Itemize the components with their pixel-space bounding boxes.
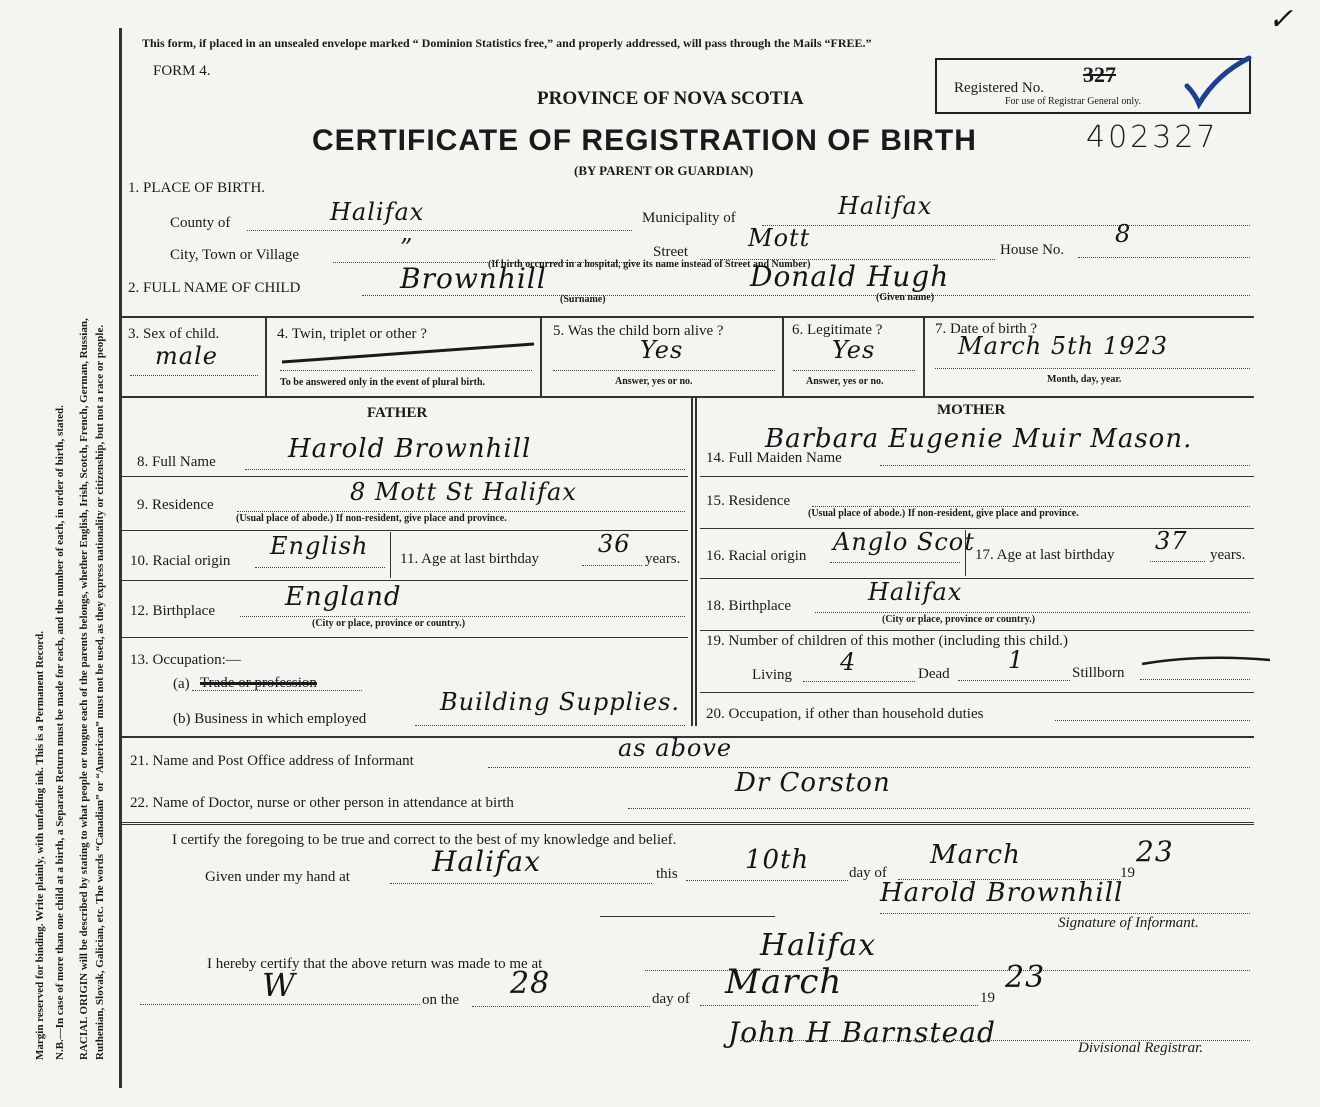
registered-value: 327 bbox=[1083, 62, 1116, 87]
father-business-line bbox=[415, 725, 685, 726]
dob-line bbox=[935, 368, 1250, 369]
registrar-year-value: 23 bbox=[1005, 960, 1046, 995]
margin-text-4: Ruthenian, Slovak, Galician, etc. The words “Canadian” or “American” must not be used, as they express nationality or citizenship, but not a race or people. bbox=[94, 324, 106, 1060]
father-name-label: 8. Full Name bbox=[137, 454, 216, 470]
father-business-label: (b) Business in which employed bbox=[173, 711, 367, 727]
father-occupation-label: 13. Occupation:— bbox=[130, 652, 241, 668]
living-line bbox=[803, 681, 915, 682]
dob-value: March 5th 1923 bbox=[958, 332, 1168, 360]
mother-birthplace-value: Halifax bbox=[868, 578, 963, 606]
mother-rule-4 bbox=[700, 630, 1254, 631]
surname-caption: (Surname) bbox=[560, 294, 606, 305]
given-label: Given under my hand at bbox=[205, 869, 350, 885]
legitimate-label: 6. Legitimate ? bbox=[792, 322, 883, 338]
dead-label: Dead bbox=[918, 666, 950, 682]
on-the-label: on the bbox=[422, 992, 460, 1008]
registrar-certify-text: I hereby certify that the above return was made to me at bbox=[207, 956, 543, 972]
father-race-divider bbox=[390, 532, 391, 578]
father-birthplace-line bbox=[240, 616, 685, 617]
row3-divider-3 bbox=[782, 316, 784, 396]
registrar-day-of-label: day of bbox=[652, 991, 690, 1007]
form-number: FORM 4. bbox=[153, 63, 211, 79]
hospital-note: (If birth occurred in a hospital, give its name instead of Street and Number) bbox=[488, 259, 811, 270]
child-name-label: 2. FULL NAME OF CHILD bbox=[128, 280, 301, 296]
father-name-value: Harold Brownhill bbox=[288, 434, 532, 464]
child-surname-value: Brownhill bbox=[400, 262, 547, 295]
mother-age-line bbox=[1150, 561, 1205, 562]
province-heading: PROVINCE OF NOVA SCOTIA bbox=[537, 88, 804, 109]
certificate-title: CERTIFICATE OF REGISTRATION OF BIRTH bbox=[312, 124, 977, 157]
year-prefix: 19 bbox=[1120, 865, 1135, 881]
legitimate-note: Answer, yes or no. bbox=[806, 376, 884, 387]
house-label: House No. bbox=[1000, 242, 1065, 258]
certification-top-rule bbox=[122, 822, 1254, 825]
father-residence-value: 8 Mott St Halifax bbox=[350, 478, 577, 506]
father-heading: FATHER bbox=[367, 405, 428, 421]
month-value: March bbox=[930, 840, 1021, 870]
father-name-line bbox=[245, 469, 685, 470]
row3-divider-2 bbox=[540, 316, 542, 396]
signature-caption: Signature of Informant. bbox=[1058, 915, 1199, 931]
informant-label: 21. Name and Post Office address of Informant bbox=[130, 753, 414, 769]
registrar-signature: John H Barnstead bbox=[728, 1016, 996, 1049]
child-name-line bbox=[362, 295, 1250, 296]
mother-occupation-label: 20. Occupation, if other than household duties bbox=[706, 706, 984, 722]
mailing-notice bbox=[142, 36, 872, 51]
margin-text-3: RACIAL ORIGIN will be described by stating to what people or tongue each of the parents belongs, whether English, Irish, Scotch, French, German, Russian, bbox=[78, 318, 90, 1060]
doctor-label: 22. Name of Doctor, nurse or other person in attendance at birth bbox=[130, 795, 514, 811]
living-value: 4 bbox=[840, 648, 857, 676]
father-business-value: Building Supplies. bbox=[440, 688, 681, 716]
registrar-initials: W bbox=[262, 966, 296, 1004]
father-age-value: 36 bbox=[598, 530, 631, 558]
row3-top-rule bbox=[122, 316, 1254, 318]
mother-age-years: years. bbox=[1210, 547, 1246, 563]
registrar-use-note: For use of Registrar General only. bbox=[1005, 96, 1141, 107]
father-rule-1 bbox=[122, 476, 688, 477]
mother-race-value: Anglo Scot bbox=[833, 528, 975, 556]
stillborn-label: Stillborn bbox=[1072, 665, 1125, 681]
mother-name-line bbox=[880, 465, 1250, 466]
father-rule-4 bbox=[122, 637, 688, 638]
given-place-value: Halifax bbox=[432, 845, 541, 878]
father-birthplace-note: (City or place, province or country.) bbox=[312, 618, 466, 629]
certificate-subtitle: (BY PARENT OR GUARDIAN) bbox=[574, 163, 754, 178]
mother-rule-1 bbox=[700, 476, 1254, 477]
this-label: this bbox=[656, 866, 678, 882]
registrar-place-value: Halifax bbox=[760, 928, 877, 963]
father-residence-note: (Usual place of abode.) If non-resident, give place and province. bbox=[236, 513, 507, 524]
house-line bbox=[1078, 257, 1250, 258]
day-line bbox=[686, 880, 848, 881]
municipality-label: Municipality of bbox=[642, 210, 736, 226]
city-label: City, Town or Village bbox=[170, 247, 300, 263]
twin-line bbox=[280, 370, 532, 371]
child-given-value: Donald Hugh bbox=[750, 260, 950, 293]
mother-birthplace-note: (City or place, province or country.) bbox=[882, 614, 1036, 625]
mother-name-label: 14. Full Maiden Name bbox=[706, 450, 842, 466]
city-value: ” bbox=[400, 234, 414, 262]
dead-value: 1 bbox=[1008, 646, 1025, 674]
mother-rule-3 bbox=[700, 578, 1254, 579]
mother-birthplace-line bbox=[815, 612, 1250, 613]
mother-residence-label: 15. Residence bbox=[706, 493, 791, 509]
alive-value: Yes bbox=[640, 336, 684, 364]
mailing-notice-text: This form, if placed in an unsealed envelope marked “ Dominion Statistics free,” and properly addressed, will pass through the Mails “ bbox=[142, 36, 831, 50]
street-label: Street bbox=[653, 244, 688, 260]
mother-residence-line bbox=[812, 506, 1250, 507]
stillborn-line bbox=[1140, 679, 1250, 680]
margin-text-1: Margin reserved for binding. Write plainly, with unfading ink. This is a Permanent Record. bbox=[34, 631, 46, 1060]
twin-label: 4. Twin, triplet or other ? bbox=[277, 326, 427, 342]
mother-rule-5 bbox=[700, 692, 1254, 693]
registered-number-box bbox=[935, 58, 1251, 114]
father-rule-3 bbox=[122, 580, 688, 581]
twin-dash-stroke bbox=[280, 338, 538, 368]
municipality-line bbox=[762, 225, 1250, 226]
mother-birthplace-label: 18. Birthplace bbox=[706, 598, 791, 614]
registered-label: Registered No. bbox=[954, 80, 1044, 96]
alive-label: 5. Was the child born alive ? bbox=[553, 323, 724, 339]
row3-divider-4 bbox=[923, 316, 925, 396]
mother-occupation-line bbox=[1055, 720, 1250, 721]
doctor-value: Dr Corston bbox=[735, 768, 891, 798]
row3-divider-1 bbox=[265, 316, 267, 396]
day-value: 10th bbox=[745, 845, 810, 875]
given-name-caption: (Given name) bbox=[876, 292, 935, 303]
informant-value: as above bbox=[618, 734, 733, 762]
alive-note: Answer, yes or no. bbox=[615, 376, 693, 387]
sex-value: male bbox=[155, 342, 218, 370]
binding-margin-line bbox=[119, 28, 122, 1088]
alive-line bbox=[553, 370, 775, 371]
parents-center-divider-2 bbox=[695, 396, 697, 726]
father-race-line bbox=[255, 567, 385, 568]
place-of-birth-label: 1. PLACE OF BIRTH. bbox=[128, 180, 266, 196]
mother-name-value: Barbara Eugenie Muir Mason. bbox=[765, 424, 1193, 454]
children-label: 19. Number of children of this mother (including this child.) bbox=[706, 633, 1069, 649]
mother-race-label: 16. Racial origin bbox=[706, 548, 807, 564]
doctor-line bbox=[628, 808, 1250, 809]
father-age-label: 11. Age at last birthday bbox=[400, 551, 539, 567]
informant-signature: Harold Brownhill bbox=[880, 878, 1124, 908]
given-place-line bbox=[390, 883, 652, 884]
father-age-years: years. bbox=[645, 551, 681, 567]
registrar-year-prefix: 19 bbox=[980, 990, 995, 1006]
mother-age-value: 37 bbox=[1155, 527, 1188, 555]
mother-residence-note: (Usual place of abode.) If non-resident, give place and province. bbox=[808, 508, 1079, 519]
father-race-value: English bbox=[270, 532, 369, 560]
father-residence-line bbox=[237, 511, 685, 512]
living-label: Living bbox=[752, 667, 792, 683]
corner-mark-icon: ✓ bbox=[1268, 2, 1295, 37]
mother-race-divider bbox=[965, 530, 966, 576]
margin-text-2: N.B.—In case of more than one child at a birth, a Separate Return must be made for each, and the number of each, in order of birth, stated. bbox=[54, 405, 66, 1060]
legitimate-line bbox=[793, 370, 915, 371]
sex-line bbox=[130, 375, 258, 376]
parents-center-divider bbox=[691, 396, 693, 726]
father-race-label: 10. Racial origin bbox=[130, 553, 231, 569]
mother-race-line bbox=[830, 562, 960, 563]
registrar-month-value: March bbox=[725, 962, 843, 1002]
county-label: County of bbox=[170, 215, 231, 231]
house-value: 8 bbox=[1115, 220, 1132, 248]
day-of-label: day of bbox=[849, 865, 887, 881]
registrar-day-value: 28 bbox=[510, 966, 551, 1001]
stillborn-dash-stroke bbox=[1140, 650, 1274, 670]
registrar-initial-line bbox=[140, 1004, 420, 1005]
dob-note: Month, day, year. bbox=[1047, 374, 1122, 385]
father-residence-label: 9. Residence bbox=[137, 497, 214, 513]
father-birthplace-value: England bbox=[285, 582, 402, 612]
dead-line bbox=[958, 680, 1070, 681]
mailing-notice-free: FREE.” bbox=[830, 36, 872, 50]
father-age-line bbox=[582, 565, 642, 566]
certificate-number: 402327 bbox=[1086, 120, 1219, 155]
blue-checkmark-icon bbox=[1183, 54, 1255, 110]
county-value: Halifax bbox=[330, 198, 425, 226]
short-rule bbox=[600, 916, 775, 917]
legitimate-value: Yes bbox=[832, 336, 876, 364]
municipality-value: Halifax bbox=[838, 192, 933, 220]
dob-label: 7. Date of birth ? bbox=[935, 321, 1038, 337]
year-value: 23 bbox=[1136, 835, 1174, 868]
twin-note: To be answered only in the event of plural birth. bbox=[280, 377, 486, 388]
registrar-caption: Divisional Registrar. bbox=[1078, 1040, 1204, 1056]
registrar-day-line bbox=[472, 1006, 650, 1007]
mother-age-label: 17. Age at last birthday bbox=[975, 547, 1115, 563]
father-occupation-a: (a) bbox=[173, 676, 190, 692]
certify-text: I certify the foregoing to be true and correct to the best of my knowledge and belief. bbox=[172, 832, 677, 848]
father-birthplace-label: 12. Birthplace bbox=[130, 603, 215, 619]
sex-label: 3. Sex of child. bbox=[128, 326, 220, 342]
registrar-month-line bbox=[700, 1005, 978, 1006]
row3-bottom-rule bbox=[122, 396, 1254, 398]
father-occupation-a-struck: Trade or profession bbox=[200, 675, 317, 691]
mother-heading: MOTHER bbox=[937, 402, 1006, 418]
county-line bbox=[247, 230, 632, 231]
street-value: Mott bbox=[748, 224, 811, 252]
signature-line bbox=[880, 913, 1250, 914]
